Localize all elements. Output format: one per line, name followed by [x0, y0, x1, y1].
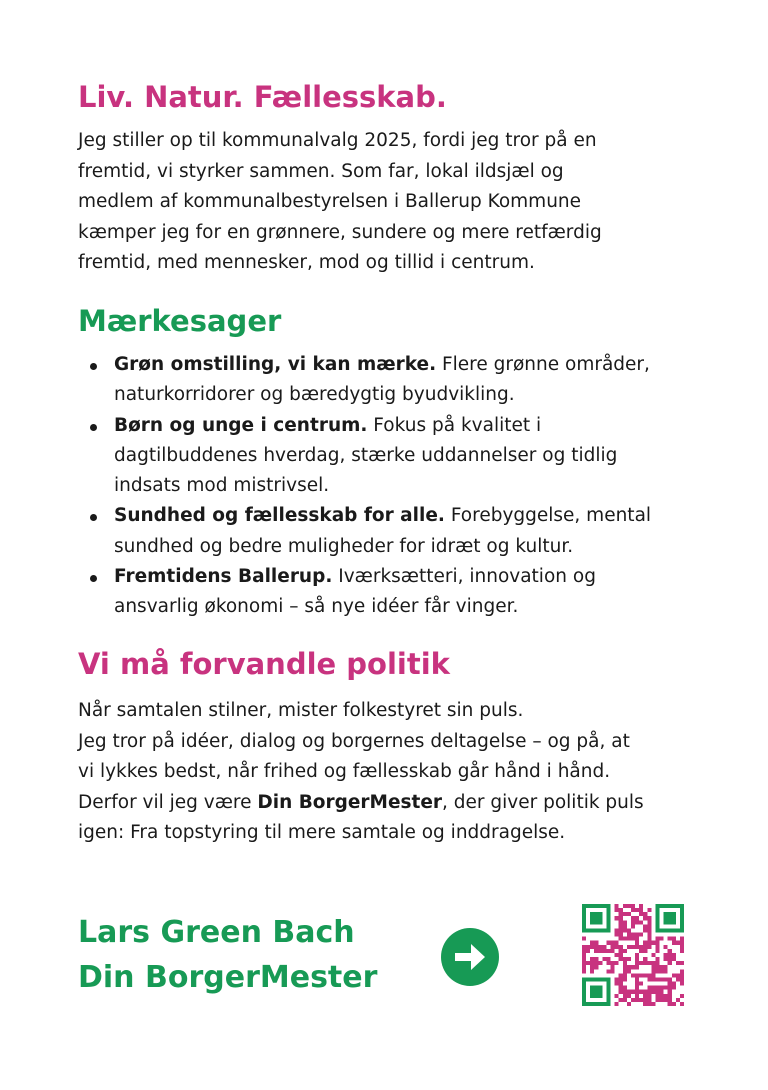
- qr-code: [582, 904, 684, 1006]
- intro-line: Jeg stiller op til kommunalvalg 2025, fordi jeg tror på en: [78, 130, 597, 151]
- issues-list: [78, 350, 651, 623]
- issue-text: Iværksætteri, innovation og: [332, 566, 596, 588]
- issue-item: [78, 562, 651, 623]
- issue-item: [78, 411, 651, 502]
- intro-paragraph: [78, 126, 602, 279]
- politics-text: , der giver politik puls: [442, 791, 644, 813]
- issue-text: dagtilbuddenes hverdag, stærke uddannelser og tidlig: [114, 444, 618, 466]
- politics-line: Når samtalen stilner, mister folkestyret sin puls.: [78, 700, 524, 721]
- politics-title: Vi må forvandle politik: [78, 647, 450, 681]
- intro-line: fremtid, med mennesker, mod og tillid i centrum.: [78, 252, 535, 273]
- candidate-name: Lars Green Bach: [78, 915, 355, 950]
- politics-line: igen: Fra topstyring til mere samtale og inddragelse.: [78, 822, 566, 843]
- issue-text: ansvarlig økonomi – så nye idéer får vinger.: [114, 596, 519, 618]
- intro-line: fremtid, vi styrker sammen. Som far, lokal ildsjæl og: [78, 160, 564, 182]
- politics-paragraph: [78, 696, 644, 849]
- intro-title: Liv. Natur. Fællesskab.: [78, 80, 447, 114]
- issue-text: Fokus på kvalitet i: [367, 414, 542, 436]
- candidate-tagline: Din BorgerMester: [78, 960, 378, 995]
- issue-text: indsats mod mistrivsel.: [114, 475, 330, 497]
- issue-text: Forebyggelse, mental: [444, 505, 652, 527]
- issue-heading: Børn og unge i centrum.: [114, 414, 368, 436]
- issue-heading: Grøn omstilling, vi kan mærke.: [114, 354, 437, 375]
- politics-line: [78, 788, 644, 819]
- issues-title: Mærkesager: [78, 304, 282, 338]
- issue-text: sundhed og bedre muligheder for idræt og kultur.: [114, 535, 574, 557]
- intro-line: kæmper jeg for en grønnere, sundere og mere retfærdig: [78, 221, 602, 243]
- politics-line: vi lykkes bedst, når frihed og fællesskab går hånd i hånd.: [78, 761, 611, 782]
- issue-heading: Fremtidens Ballerup.: [114, 566, 333, 588]
- politics-line: Jeg tror på idéer, dialog og borgernes deltagelse – og på, at: [78, 730, 630, 752]
- politics-text: Derfor vil jeg være: [78, 791, 258, 813]
- arrow-right-circle-icon: [441, 928, 499, 986]
- issue-item: [78, 350, 651, 411]
- politics-emphasis: Din BorgerMester: [257, 791, 443, 813]
- intro-line: medlem af kommunalbestyrelsen i Ballerup Kommune: [78, 191, 582, 212]
- issue-text: naturkorridorer og bæredygtig byudvikling.: [114, 384, 515, 406]
- issue-text: Flere grønne områder,: [436, 354, 650, 375]
- issue-item: [78, 501, 651, 562]
- issue-heading: Sundhed og fællesskab for alle.: [114, 505, 445, 527]
